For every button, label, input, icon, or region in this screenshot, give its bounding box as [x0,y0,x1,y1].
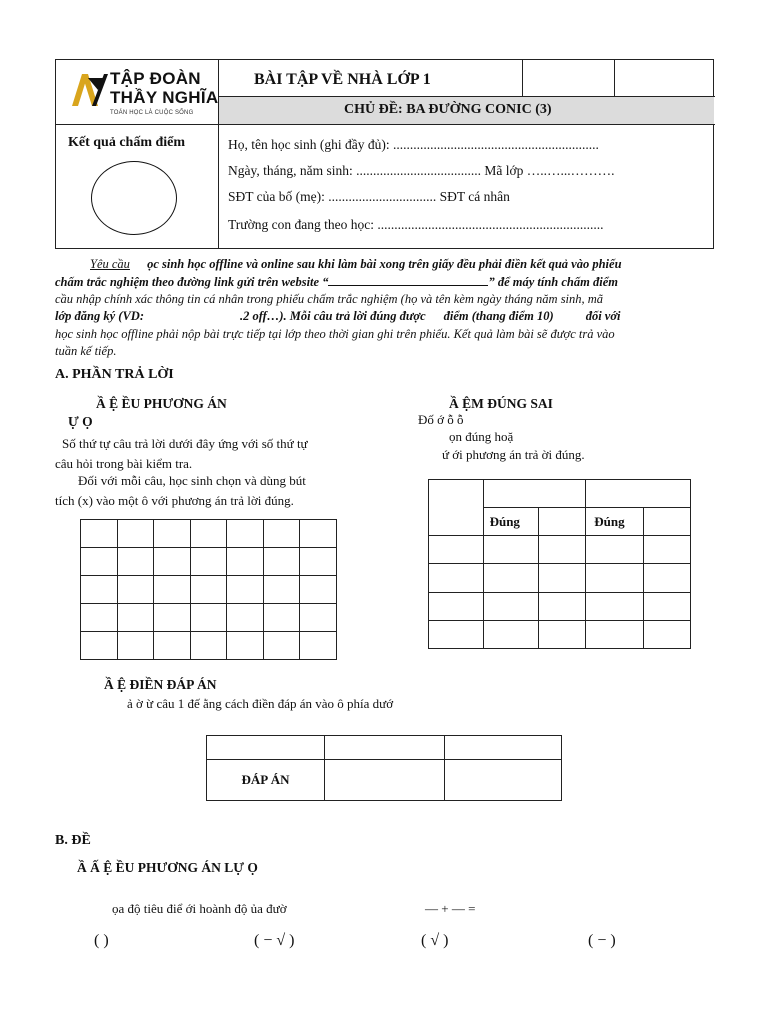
cell [483,480,586,508]
cell[interactable] [154,632,191,660]
cell[interactable] [445,760,562,801]
divider [522,60,523,97]
cell[interactable] [81,520,118,548]
instruction-text: chấm trắc nghiệm theo đường link gửi trên website “ [55,275,329,289]
cell [207,736,325,760]
instruction-line: cầu nhập chính xác thông tin cá nhân trong phiếu chấm trắc nghiệm (họ và tên kèm ngày tháng năm sinh, mã [55,292,604,306]
cell [325,736,445,760]
cell [586,480,691,508]
cell[interactable] [300,632,337,660]
option-d: ( − ) [588,932,616,949]
cell[interactable] [539,564,586,592]
section-heading: A. PHẦN TRẢ LỜI [55,367,174,382]
cell[interactable] [190,604,227,632]
mc-title: Ự Ọ [68,414,93,429]
cell[interactable] [263,520,300,548]
cell [429,536,484,564]
cell[interactable] [190,632,227,660]
formula: — + — = [425,901,476,916]
cell[interactable] [81,632,118,660]
cell[interactable] [300,604,337,632]
mc-text: tích (x) vào một ô với phương án trả lời đúng. [55,493,294,508]
cell[interactable] [300,548,337,576]
cell[interactable] [190,520,227,548]
instruction-line: tuần kế tiếp. [55,344,117,358]
logo-icon [68,70,108,110]
instruction-text: ọc sinh học offline và online sau khi làm bài xong trên giấy đều phải điền kết quả vào phiếu [147,257,622,271]
cell[interactable] [117,576,154,604]
cell[interactable] [190,576,227,604]
cell[interactable] [539,620,586,648]
cell[interactable] [227,520,264,548]
divider [56,124,715,125]
cell[interactable] [643,592,690,620]
section-heading: B. ĐỀ [55,833,91,848]
cell[interactable] [117,548,154,576]
logo-text: TẬP ĐOÀN [110,69,201,88]
cell [643,508,690,536]
phone-field: SĐT của bố (mẹ): ................................ SĐT cá nhân [228,189,510,204]
instruction-line: học sinh học offline phải nộp bài trực tiếp tại lớp theo thời gian ghi trên phiếu. Kết quả làm bài sẽ được trả vào [55,327,615,341]
cell[interactable] [483,564,539,592]
school-field: Trường con đang theo học: ................................................................... [228,217,604,232]
cell[interactable] [643,564,690,592]
cell[interactable] [263,632,300,660]
cell[interactable] [227,548,264,576]
cell[interactable] [117,604,154,632]
fill-answer-grid [206,735,562,801]
cell[interactable] [81,604,118,632]
cell [429,564,484,592]
cell[interactable] [227,604,264,632]
fill-text: ả ờ ừ câu 1 đế ằng cách điền đáp án vào ô phía dướ [127,696,394,711]
logo-text: THẦY NGHĨA [110,88,219,107]
cell[interactable] [483,620,539,648]
score-label: Kết quả chấm điểm [68,135,186,150]
tf-text: ứ ới phương án trả ời đúng. [442,447,585,462]
cell[interactable] [117,520,154,548]
score-circle [91,161,177,235]
cell[interactable] [81,576,118,604]
mc-text: câu hỏi trong bài kiểm tra. [55,456,193,471]
instruction-lead: Yêu cầu [90,257,130,271]
cell[interactable] [300,520,337,548]
option-c: ( √ ) [421,932,449,949]
cell[interactable] [154,520,191,548]
topic-title: CHỦ ĐỀ: BA ĐƯỜNG CONIC (3) [344,102,552,117]
cell [429,592,484,620]
student-name-field: Họ, tên học sinh (ghi đầy đủ): ............................................................. [228,137,599,152]
cell[interactable] [483,592,539,620]
cell[interactable] [643,536,690,564]
instruction-line [55,273,618,290]
cell[interactable] [263,604,300,632]
tf-text: Đố ớ ỗ ỗ [418,412,464,427]
fill-answer-label: ĐÁP ÁN [207,760,325,801]
cell[interactable] [325,760,445,801]
tf-title: Ầ ỆM ĐÚNG SAI [449,396,553,411]
cell[interactable] [227,576,264,604]
option-b: ( − √ ) [254,932,295,949]
cell[interactable] [190,548,227,576]
cell[interactable] [586,592,644,620]
cell[interactable] [586,620,644,648]
cell[interactable] [117,632,154,660]
cell[interactable] [643,620,690,648]
fill-title: Ầ Ệ ĐIỀN ĐÁP ÁN [104,677,217,692]
mc-text: Số thứ tự câu trả lời dưới đây ứng với số thứ tự [62,436,308,451]
option-a: ( ) [94,932,109,949]
cell[interactable] [263,548,300,576]
cell [539,508,586,536]
cell[interactable] [539,592,586,620]
cell[interactable] [154,576,191,604]
instruction-line [55,309,621,324]
cell [429,620,484,648]
cell[interactable] [539,536,586,564]
cell[interactable] [263,576,300,604]
cell[interactable] [586,564,644,592]
cell[interactable] [300,576,337,604]
tf-answer-grid [428,479,691,649]
mc-title: Ầ Ệ ỀU PHƯƠNG ÁN [96,396,227,411]
cell[interactable] [586,536,644,564]
instruction-line [90,257,622,272]
cell [429,480,484,536]
tf-header-true: Đúng [586,508,644,536]
instruction-text: ” để máy tính chấm điểm [488,275,618,289]
instruction-text: đối với [585,309,621,323]
instruction-text: điểm (thang điểm 10) [443,309,554,323]
cell [445,736,562,760]
cell[interactable] [227,632,264,660]
mc-answer-grid [80,519,337,660]
cell[interactable] [81,548,118,576]
instruction-text: .2 off…). Mỗi câu trả lời đúng được [240,309,426,323]
logo-tagline: TOÁN HỌC LÀ CUỘC SỐNG [110,110,194,116]
question-text: ọa độ tiêu điể ới hoành độ ủa đườ [112,901,287,916]
tf-text: ọn đúng hoặ [449,429,514,444]
topic-bar [219,97,714,124]
birth-date-field: Ngày, tháng, năm sinh: ..................................... Mã lớp …..…...………. [228,163,615,178]
part-b-title: Ầ Ấ Ệ ỀU PHƯƠNG ÁN LỰ Ọ [77,860,258,875]
cell[interactable] [154,548,191,576]
instruction-text: lớp đăng ký (VD: [55,309,144,323]
page-title: BÀI TẬP VỀ NHÀ LỚP 1 [254,71,431,88]
tf-header-true: Đúng [483,508,539,536]
cell[interactable] [483,536,539,564]
cell[interactable] [154,604,191,632]
divider [614,60,615,97]
header-block [55,59,714,249]
mc-text: Đối với mỗi câu, học sinh chọn và dùng bút [78,473,306,488]
link-blank [328,273,488,286]
